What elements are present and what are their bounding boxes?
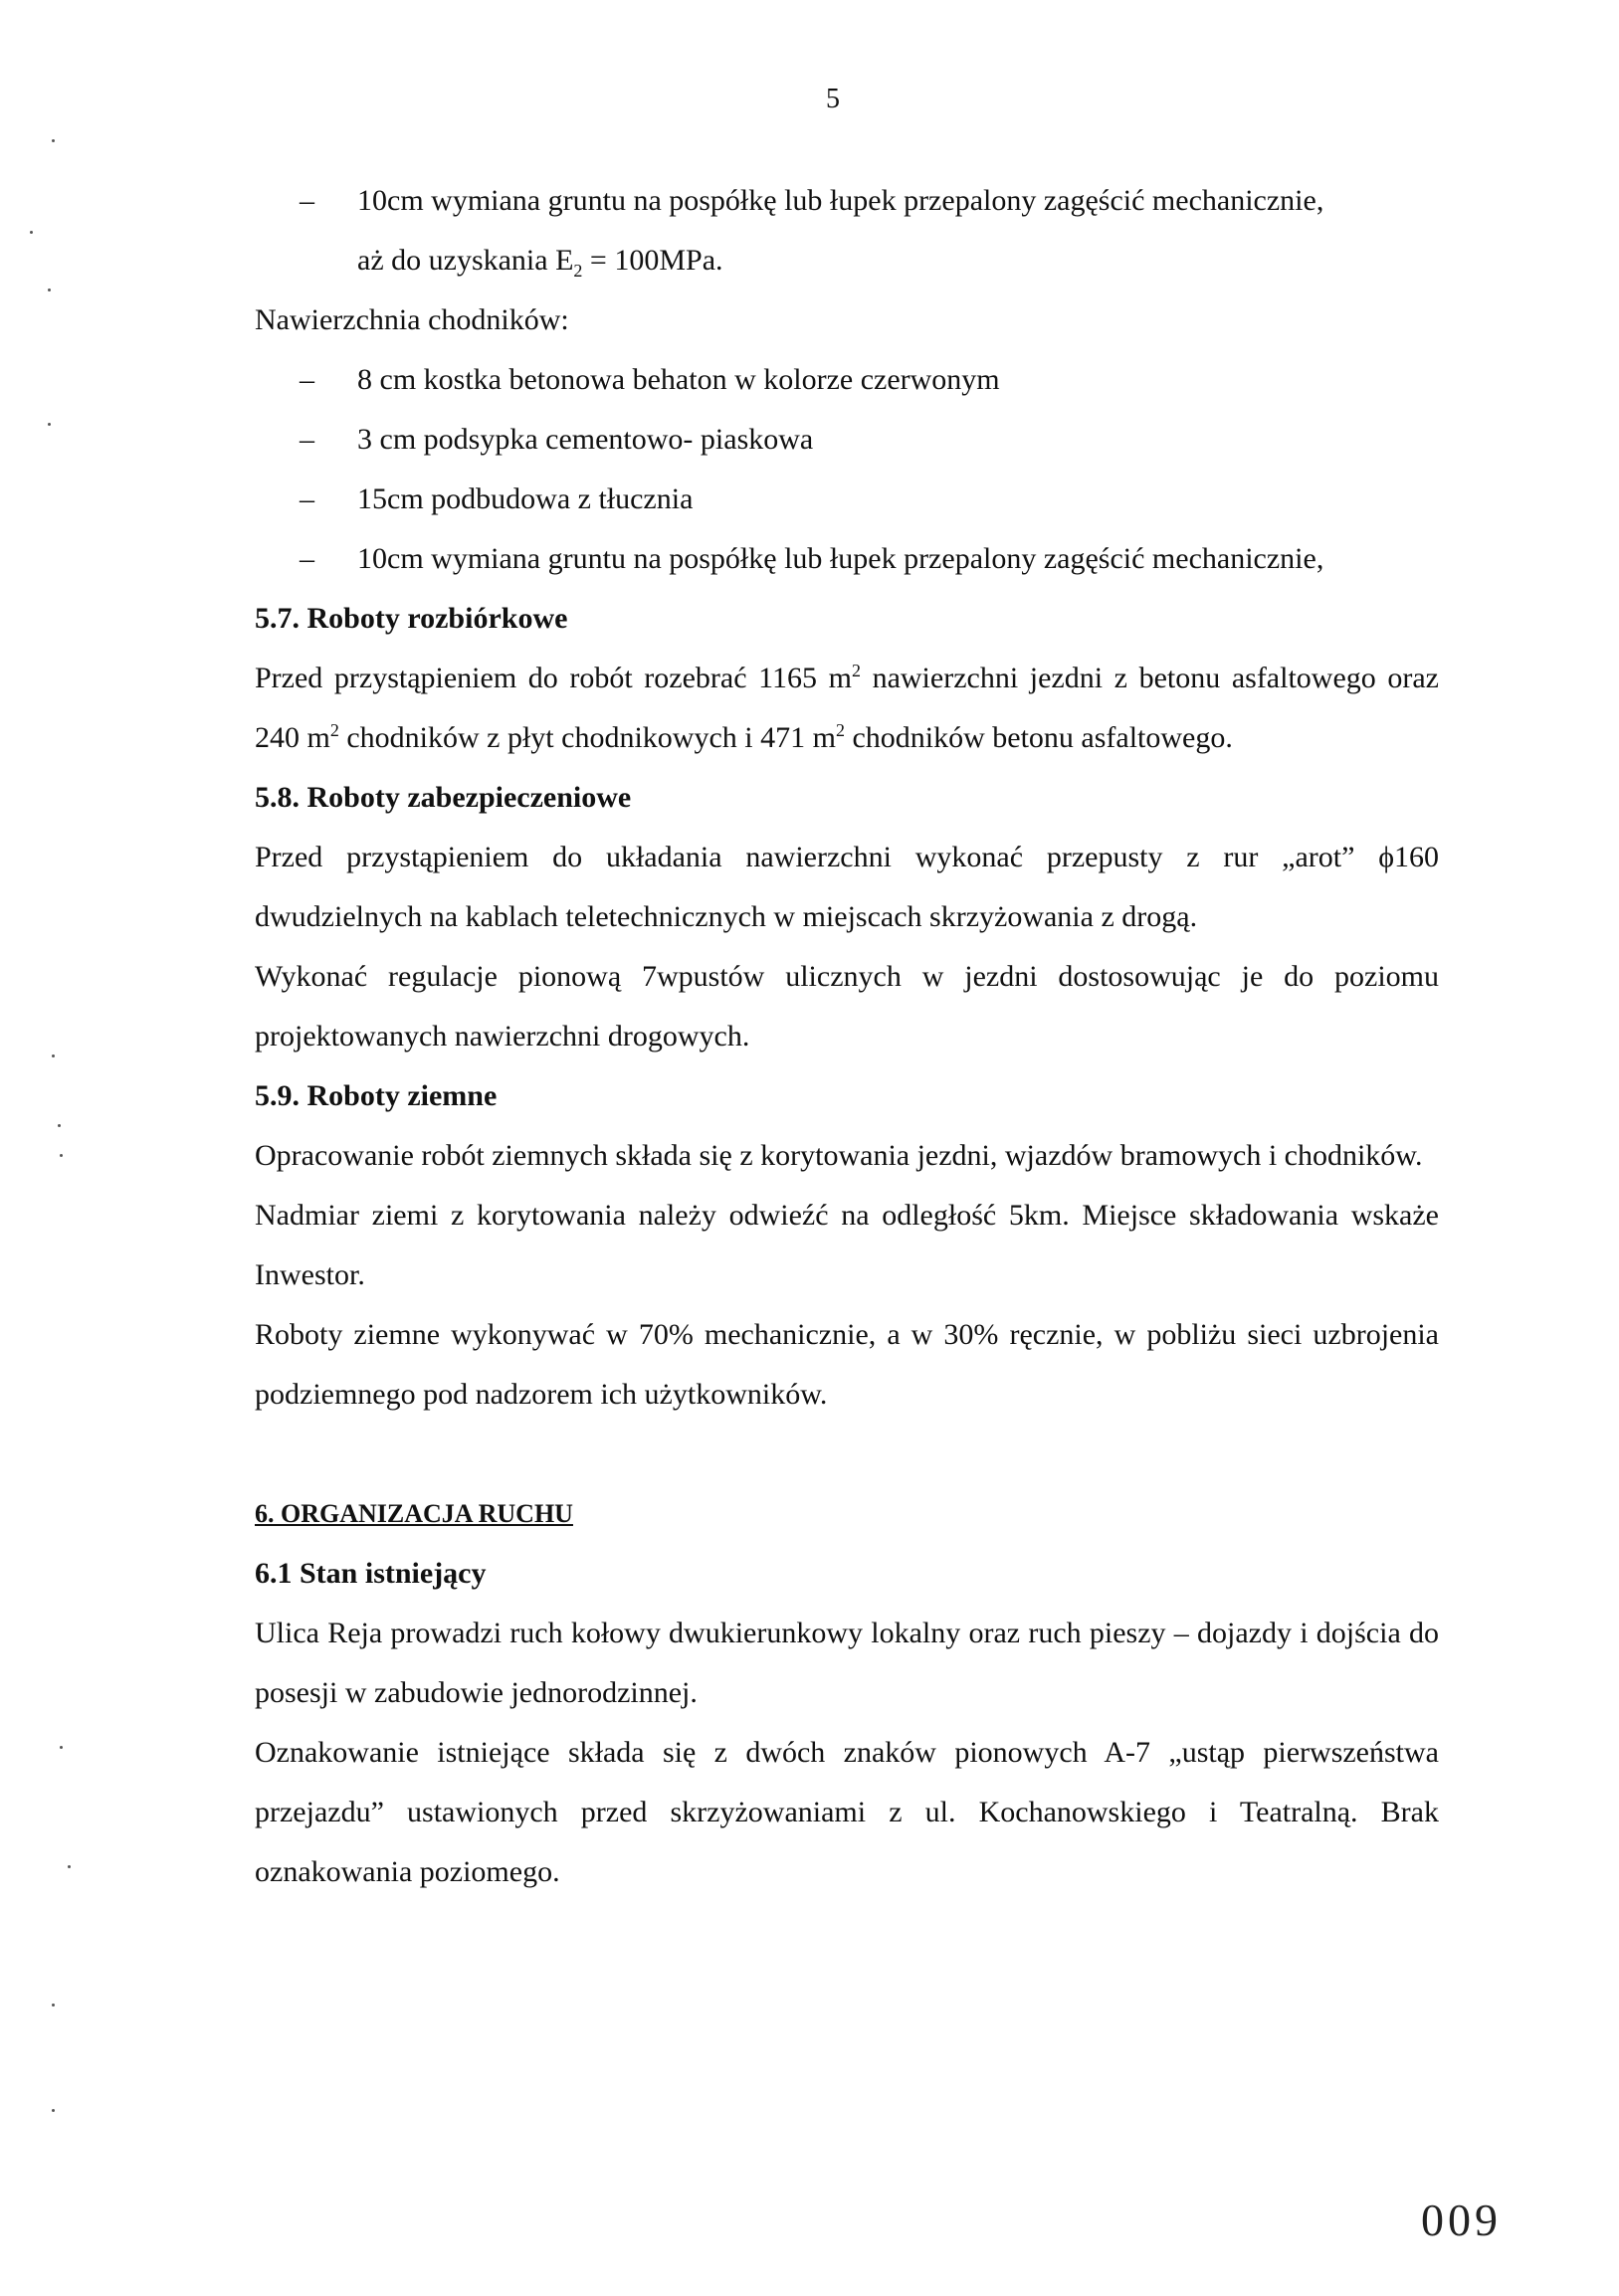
list-dash: – bbox=[300, 184, 314, 217]
list-item bbox=[255, 529, 1439, 589]
list-item-text: 3 cm podsypka cementowo- piaskowa bbox=[357, 423, 814, 456]
scan-speck bbox=[52, 139, 55, 142]
section-heading-5-7: 5.7. Roboty rozbiórkowe bbox=[255, 602, 568, 635]
scan-speck bbox=[30, 231, 33, 234]
paragraph-text: Przed przystąpieniem do robót rozebrać 1165 m bbox=[255, 662, 852, 694]
section-heading-6-1: 6.1 Stan istniejący bbox=[255, 1557, 487, 1590]
paragraph: Przed przystąpieniem do układania nawierzchni wykonać przepusty z rur „arot” ϕ160 dwudzielnych na kablach teletechnicznych w miejscach skrzyżowania z drogą. bbox=[255, 841, 1439, 933]
scan-speck bbox=[58, 1124, 61, 1127]
list-item-text: 10cm wymiana gruntu na pospółkę lub łupek przepalony zagęścić mechanicznie, bbox=[357, 184, 1324, 217]
list-dash: – bbox=[300, 423, 314, 456]
list-item bbox=[255, 350, 1439, 410]
paragraph-text: chodników z płyt chodnikowych i 471 m bbox=[338, 721, 836, 754]
list-dash: – bbox=[300, 482, 314, 515]
scan-speck bbox=[52, 2004, 55, 2007]
paragraph: Opracowanie robót ziemnych składa się z korytowania jezdni, wjazdów bramowych i chodników. bbox=[255, 1139, 1423, 1172]
list-item bbox=[255, 410, 1439, 470]
paragraph-text: chodników betonu asfaltowego. bbox=[844, 721, 1233, 754]
scan-speck bbox=[60, 1154, 63, 1157]
list-item-text: 15cm podbudowa z tłucznia bbox=[357, 482, 694, 515]
list-item bbox=[255, 470, 1439, 529]
paragraph: Roboty ziemne wykonywać w 70% mechanicznie, a w 30% ręcznie, w pobliżu sieci uzbrojenia podziemnego pod nadzorem ich użytkowników. bbox=[255, 1318, 1439, 1411]
list-item-text: aż do uzyskania E bbox=[357, 244, 574, 277]
superscript: 2 bbox=[851, 661, 861, 680]
superscript: 2 bbox=[329, 720, 339, 740]
list-item-text: = 100MPa. bbox=[582, 244, 723, 277]
list-item-text: 8 cm kostka betonowa behaton w kolorze czerwonym bbox=[357, 363, 1000, 396]
paragraph: Ulica Reja prowadzi ruch kołowy dwukierunkowy lokalny oraz ruch pieszy – dojazdy i dojścia do posesji w zabudowie jednorodzinnej. bbox=[255, 1617, 1439, 1709]
list-dash: – bbox=[300, 363, 314, 396]
scan-speck bbox=[48, 423, 51, 426]
sidewalk-title: Nawierzchnia chodników: bbox=[255, 303, 569, 336]
list-item-text: 10cm wymiana gruntu na pospółkę lub łupek przepalony zagęścić mechanicznie, bbox=[357, 542, 1324, 575]
paragraph: Nadmiar ziemi z korytowania należy odwieźć na odległość 5km. Miejsce składowania wskaże Inwestor. bbox=[255, 1199, 1439, 1291]
subscript: 2 bbox=[573, 261, 583, 281]
document-content bbox=[255, 171, 1439, 1902]
page-stamp: 009 bbox=[1421, 2195, 1502, 2245]
list-item-continuation bbox=[255, 231, 1439, 290]
paragraph bbox=[255, 649, 1439, 768]
scan-speck bbox=[52, 1054, 55, 1057]
superscript: 2 bbox=[835, 720, 845, 740]
scan-speck bbox=[68, 1865, 71, 1868]
page-number: 5 bbox=[826, 84, 840, 114]
section-heading-6: 6. ORGANIZACJA RUCHU bbox=[255, 1499, 573, 1528]
section-heading-5-9: 5.9. Roboty ziemne bbox=[255, 1079, 498, 1112]
scan-speck bbox=[60, 1746, 63, 1749]
paragraph: Oznakowanie istniejące składa się z dwóch znaków pionowych A-7 „ustąp pierwszeństwa przejazdu” ustawionych przed skrzyżowaniami z ul. Kochanowskiego i Teatralną. Brak oznakowania poziomego. bbox=[255, 1736, 1439, 1888]
list-dash: – bbox=[300, 542, 314, 575]
section-heading-5-8: 5.8. Roboty zabezpieczeniowe bbox=[255, 781, 632, 814]
paragraph: Wykonać regulacje pionową 7wpustów ulicznych w jezdni dostosowując je do poziomu projektowanych nawierzchni drogowych. bbox=[255, 960, 1439, 1052]
scan-speck bbox=[52, 2109, 55, 2112]
paragraph-text: nawierzchni jezdni z betonu asfaltowego oraz 240 m bbox=[255, 662, 1439, 754]
scan-speck bbox=[48, 288, 51, 291]
list-item bbox=[255, 171, 1439, 231]
